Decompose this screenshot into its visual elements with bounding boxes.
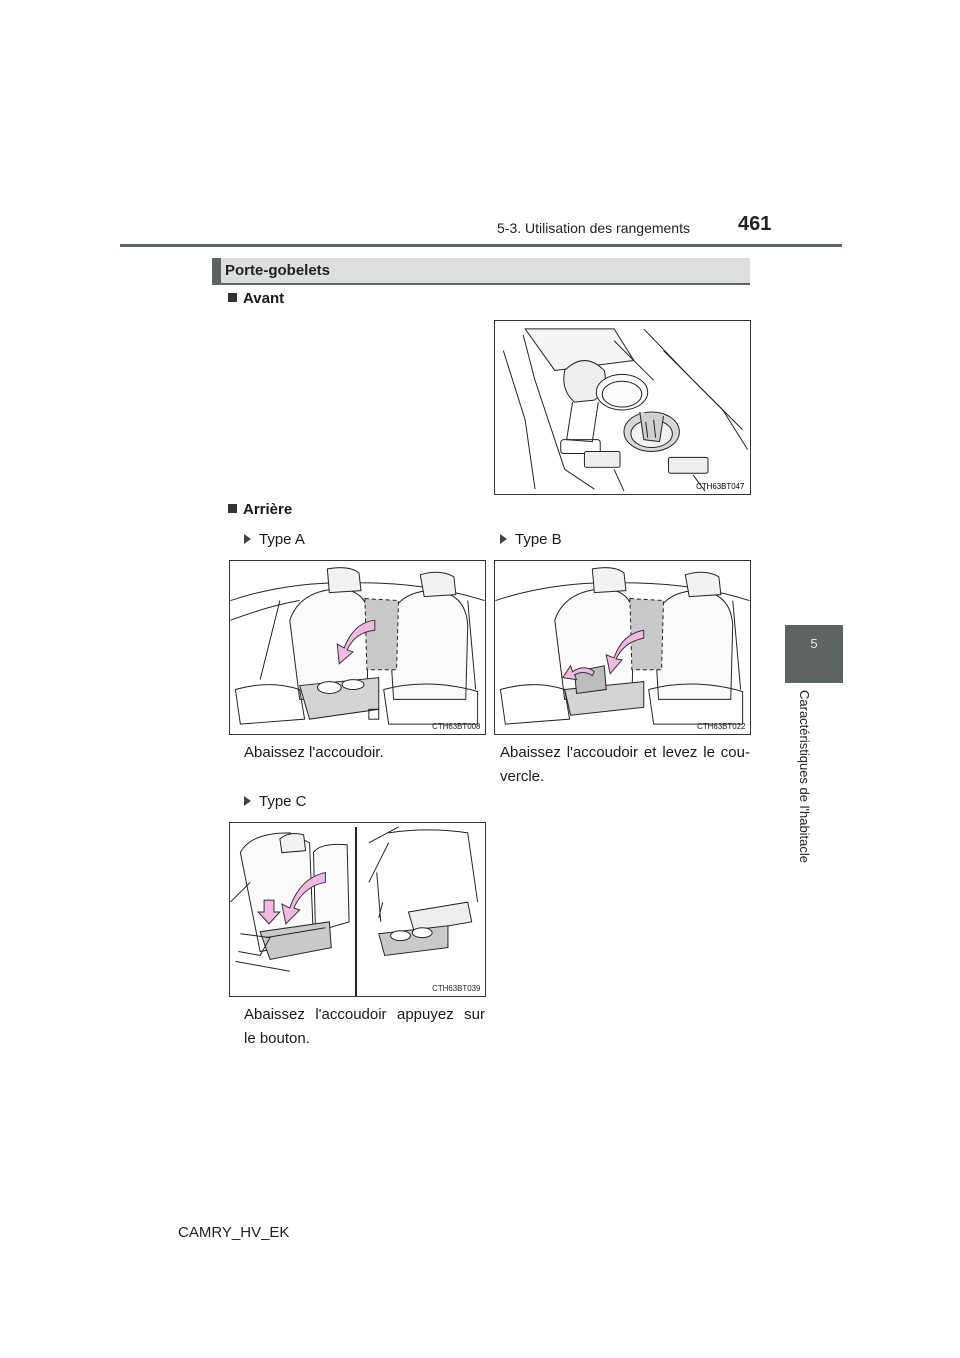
type-c-text: Type C — [259, 793, 307, 810]
section-heading-underline — [212, 283, 750, 285]
triangle-bullet-icon — [244, 796, 251, 806]
type-a-caption: Abaissez l'accoudoir. — [244, 744, 384, 761]
chapter-number: 5 — [810, 636, 818, 651]
chapter-title: Caractéristiques de l'habitacle — [797, 690, 812, 864]
figure-type-a-code: CTH63BT008 — [432, 722, 481, 732]
model-code: CAMRY_HV_EK — [178, 1224, 290, 1241]
section-heading: Porte-gobelets — [225, 262, 331, 279]
type-a-label — [244, 531, 305, 548]
subhead-rear-label: Arrière — [243, 501, 293, 518]
type-b-label — [500, 531, 562, 548]
subhead-rear — [228, 501, 292, 518]
subhead-front-label: Avant — [243, 290, 285, 307]
square-bullet-icon — [228, 293, 237, 302]
type-c-armrest-illustration — [230, 823, 485, 996]
front-console-illustration — [495, 321, 750, 494]
figure-type-c — [229, 822, 486, 997]
figure-type-a — [229, 560, 486, 735]
figure-type-b-code: CTH63BT022 — [697, 722, 746, 732]
triangle-bullet-icon — [500, 534, 507, 544]
type-c-caption — [244, 1003, 485, 1051]
section-path: 5-3. Utilisation des rangements — [497, 220, 690, 236]
type-b-armrest-illustration — [495, 561, 750, 734]
type-c-caption-line2: le bouton. — [244, 1030, 310, 1047]
figure-type-b — [494, 560, 751, 735]
figure-front-cup-holder — [494, 320, 751, 495]
figure-front-code: CTH63BT047 — [696, 482, 745, 492]
subhead-front — [228, 290, 284, 307]
type-b-caption-line2: vercle. — [500, 768, 545, 785]
square-bullet-icon — [228, 504, 237, 513]
page-number: 461 — [738, 213, 772, 235]
type-b-caption-line1: Abaissez l'accoudoir et levez le cou- — [500, 744, 750, 761]
type-a-text: Type A — [259, 531, 305, 548]
figure-type-c-code: CTH63BT039 — [432, 984, 481, 994]
type-b-caption — [500, 741, 750, 789]
type-b-text: Type B — [515, 531, 562, 548]
chapter-tab — [785, 625, 843, 683]
type-a-armrest-illustration — [230, 561, 485, 734]
header-rule — [120, 244, 842, 247]
triangle-bullet-icon — [244, 534, 251, 544]
type-c-caption-line1: Abaissez l'accoudoir appuyez sur — [244, 1006, 485, 1023]
type-c-label — [244, 793, 307, 810]
